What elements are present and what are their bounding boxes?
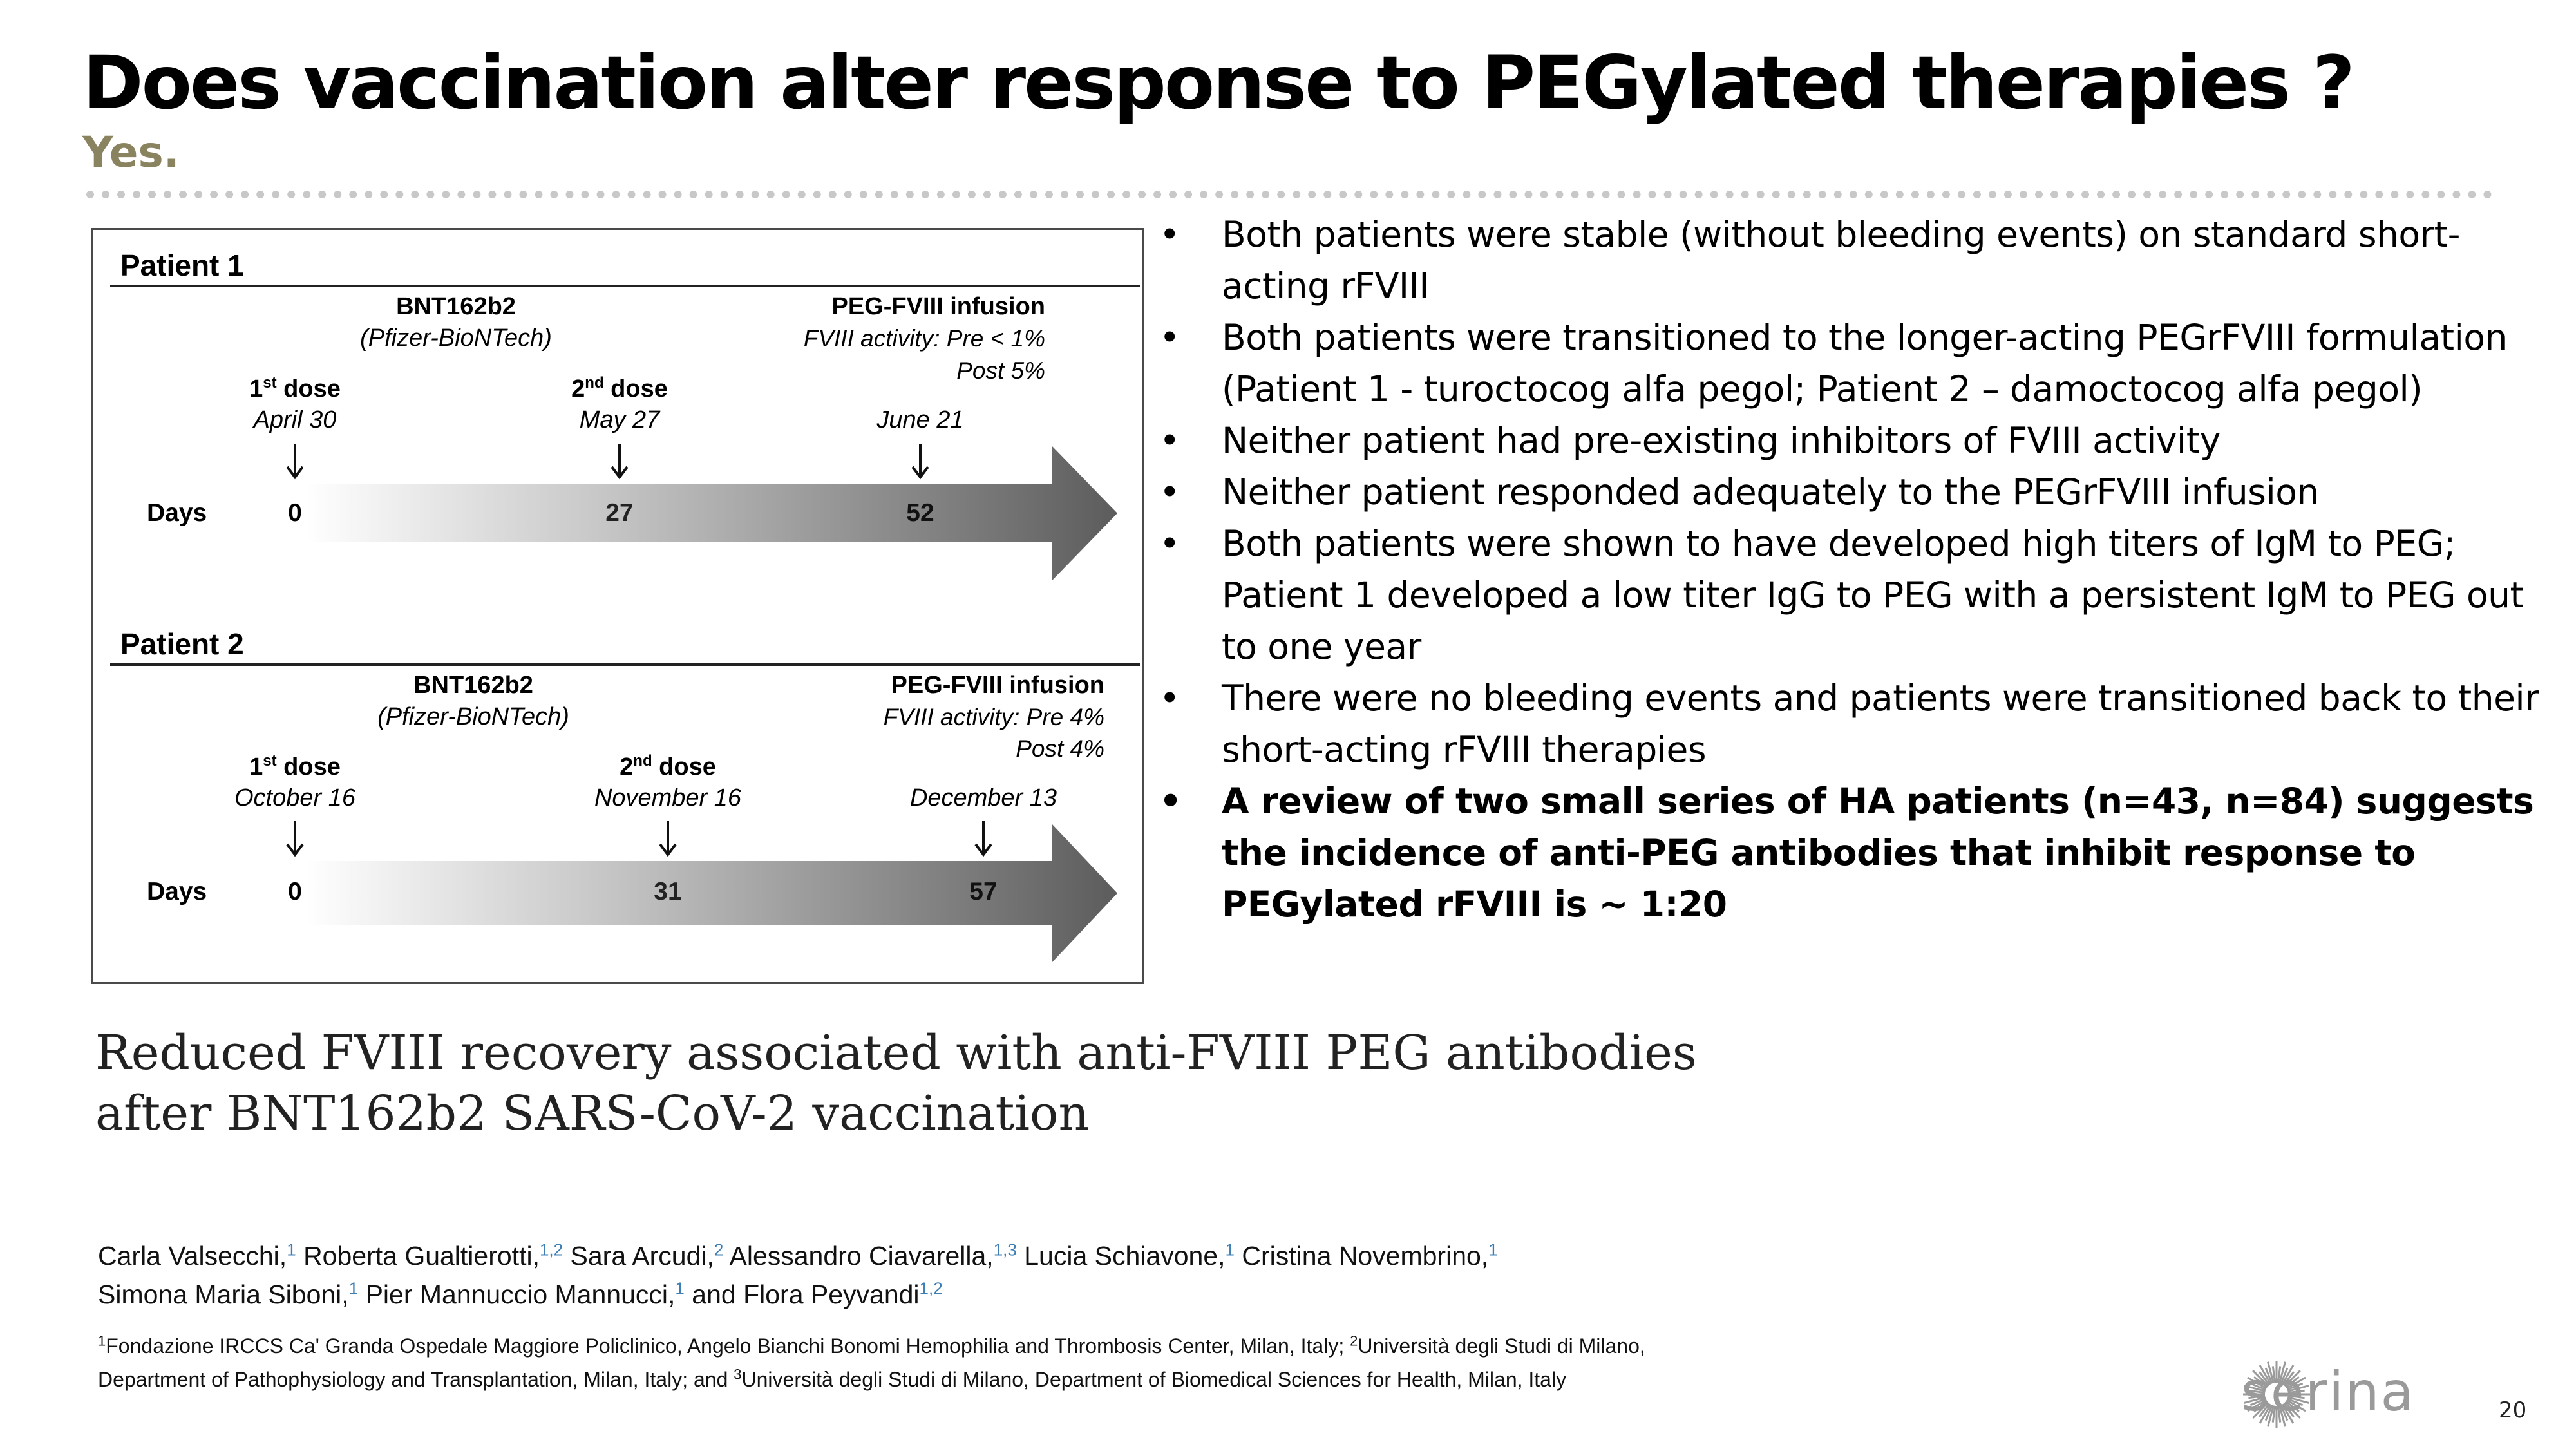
author-name: Carla Valsecchi, (98, 1241, 287, 1271)
paper-authors (98, 1236, 1837, 1314)
patient-2-infusion-date: December 13 (909, 784, 1057, 811)
author-affiliation-sup: 1,2 (919, 1278, 943, 1298)
author-affiliation-sup: 1 (675, 1278, 685, 1298)
patient-2-day-infusion: 57 (969, 878, 998, 905)
patient-1-dose2-down-arrow-icon (612, 444, 627, 477)
affiliation-line-1 (98, 1329, 1837, 1363)
bullet-glyph: • (1159, 214, 1180, 255)
bullet-text: A review of two small series of HA patients (n=43, n=84) suggests the incidence of anti-PEG antibodies that inhibit response to PEGylated rFVIII is ~ 1:20 (1222, 781, 2534, 925)
author-name: Cristina Novembrino, (1242, 1241, 1489, 1271)
bullet-item (1159, 518, 2544, 672)
author-affiliation-sup: 2 (714, 1240, 724, 1260)
timeline-figure (91, 228, 1144, 984)
author-name: Roberta Gualtierotti, (303, 1241, 540, 1271)
patient-1-dose2-date: May 27 (579, 406, 660, 433)
patient-2-down-arrows (287, 821, 991, 855)
bullet-glyph: • (1159, 523, 1180, 564)
bullet-glyph: • (1159, 677, 1180, 719)
paper-affiliations (98, 1329, 1837, 1396)
patient-1-dose1-down-arrow-icon (287, 444, 303, 477)
bullet-item (1159, 312, 2544, 415)
patient-2-dose1-date: October 16 (234, 784, 355, 811)
author-affiliation-sup: 1,2 (539, 1240, 564, 1260)
patient-1-vaccine-maker: (Pfizer-BioNTech) (360, 325, 552, 352)
patient-2-day-dose2: 31 (654, 878, 682, 905)
author-name: Lucia Schiavone, (1024, 1241, 1226, 1271)
patient-1-label: Patient 1 (120, 249, 244, 282)
patient-1-day-0: 0 (288, 499, 302, 527)
bullet-text: Both patients were stable (without bleeding events) on standard short-acting rFVIII (1222, 214, 2461, 307)
patient-1-vaccine: BNT162b2 (396, 293, 516, 320)
bullet-item (1159, 415, 2544, 466)
author-name: Pier Mannuccio Mannucci, (365, 1280, 676, 1309)
patient-2-vaccine: BNT162b2 (413, 672, 533, 699)
patient-2-infusion: PEG-FVIII infusion (891, 672, 1104, 699)
author-name: Simona Maria Siboni, (98, 1280, 349, 1309)
author-name: Alessandro Ciavarella, (729, 1241, 994, 1271)
bullet-text: Both patients were transitioned to the longer-acting PEGrFVIII formulation (Patient 1 - turoctocog alfa pegol; Patient 2 – damoctocog alfa pegol) (1222, 317, 2507, 410)
affiliation-text: Università degli Studi di Milano, (1358, 1334, 1645, 1358)
slide-subtitle: Yes. (82, 128, 180, 177)
patient-1-infusion: PEG-FVIII infusion (831, 293, 1045, 320)
patient-1-infusion-down-arrow-icon (913, 444, 928, 477)
patient-1-dose1-label: 1st dose (249, 374, 341, 402)
affiliation-line-2 (98, 1363, 1837, 1396)
affiliation-text: Università degli Studi di Milano, Department of Biomedical Sciences for Health, Milan, Italy (741, 1368, 1567, 1391)
patient-2-dose2-date: November 16 (594, 784, 742, 811)
patient-2-infusion-down-arrow-icon (976, 821, 991, 855)
bullet-text: Neither patient responded adequately to the PEGrFVIII infusion (1222, 471, 2319, 513)
author-affiliation-sup: 1 (287, 1240, 296, 1260)
dotted-divider (86, 191, 2492, 198)
patient-2-dose2-down-arrow-icon (660, 821, 676, 855)
patient-1-days-label: Days (147, 499, 207, 527)
patient-2-days-label: Days (147, 878, 207, 905)
authors-line-1 (98, 1236, 1837, 1275)
patient-1-down-arrows (287, 444, 928, 477)
bullet-item-emphasis (1159, 775, 2544, 930)
bullet-text: Neither patient had pre-existing inhibitors of FVIII activity (1222, 420, 2221, 461)
author-affiliation-sup: 1 (348, 1278, 359, 1298)
affiliation-sup: 1 (98, 1332, 106, 1349)
patient-1-timeline-arrow (306, 446, 1117, 581)
patient-2-dose1-down-arrow-icon (287, 821, 303, 855)
affiliation-sup: 2 (1350, 1332, 1358, 1349)
page-number: 20 (2499, 1397, 2527, 1423)
bullet-item (1159, 672, 2544, 775)
patient-1-dose2-label: 2nd dose (571, 374, 668, 402)
affiliation-text: Fondazione IRCCS Ca' Granda Ospedale Maggiore Policlinico, Angelo Bianchi Bonomi Hemophilia and Thrombosis Center, Milan, Italy; (106, 1334, 1350, 1358)
patient-1-activity-pre: FVIII activity: Pre < 1% (803, 325, 1045, 352)
slide-title: Does vaccination alter response to PEGylated therapies ? (82, 40, 2353, 126)
paper-title-line-1: Reduced FVIII recovery associated with anti-FVIII PEG antibodies (95, 1025, 1697, 1081)
bullet-text: Both patients were shown to have developed high titers of IgM to PEG; Patient 1 developed a low titer IgG to PEG with a persistent IgM to PEG out to one year (1222, 523, 2524, 667)
author-affiliation-sup: 1 (1225, 1240, 1235, 1260)
patient-2-activity-pre: FVIII activity: Pre 4% (883, 704, 1104, 730)
bullet-glyph: • (1159, 781, 1182, 822)
patient-1-day-infusion: 52 (906, 499, 934, 527)
patient-1-panel (110, 249, 1140, 581)
patient-2-dose2-label: 2nd dose (620, 752, 716, 781)
bullet-glyph: • (1159, 317, 1180, 358)
author-name: Sara Arcudi, (570, 1241, 714, 1271)
bullet-list (1159, 209, 2544, 930)
timeline-figure-svg (93, 230, 1142, 982)
bullet-item (1159, 466, 2544, 518)
patient-1-day-dose2: 27 (605, 499, 634, 527)
patient-1-infusion-date: June 21 (876, 406, 964, 433)
patient-2-dose1-label: 1st dose (249, 752, 341, 781)
authors-line-2 (98, 1275, 1837, 1314)
bullet-glyph: • (1159, 471, 1180, 513)
logo-wordmark: serina (2241, 1360, 2416, 1423)
author-name: and Flora Peyvandi (692, 1280, 920, 1309)
paper-title (95, 1023, 1834, 1144)
affiliation-sup: 3 (734, 1366, 742, 1383)
patient-2-day-0: 0 (288, 878, 302, 905)
author-affiliation-sup: 1,3 (993, 1240, 1017, 1260)
patient-1-dose1-date: April 30 (253, 406, 337, 433)
patient-1-activity-post: Post 5% (956, 357, 1045, 384)
patient-2-activity-post: Post 4% (1016, 735, 1104, 762)
paper-title-line-2: after BNT162b2 SARS-CoV-2 vaccination (95, 1086, 1090, 1141)
bullet-glyph: • (1159, 420, 1180, 461)
author-affiliation-sup: 1 (1488, 1240, 1498, 1260)
patient-2-panel (110, 627, 1140, 963)
bullet-text: There were no bleeding events and patients were transitioned back to their short-acting rFVIII therapies (1222, 677, 2539, 770)
patient-2-label: Patient 2 (120, 627, 244, 661)
patient-2-vaccine-maker: (Pfizer-BioNTech) (377, 703, 569, 730)
bullet-item (1159, 209, 2544, 312)
affiliation-text: Department of Pathophysiology and Transplantation, Milan, Italy; and (98, 1368, 734, 1391)
